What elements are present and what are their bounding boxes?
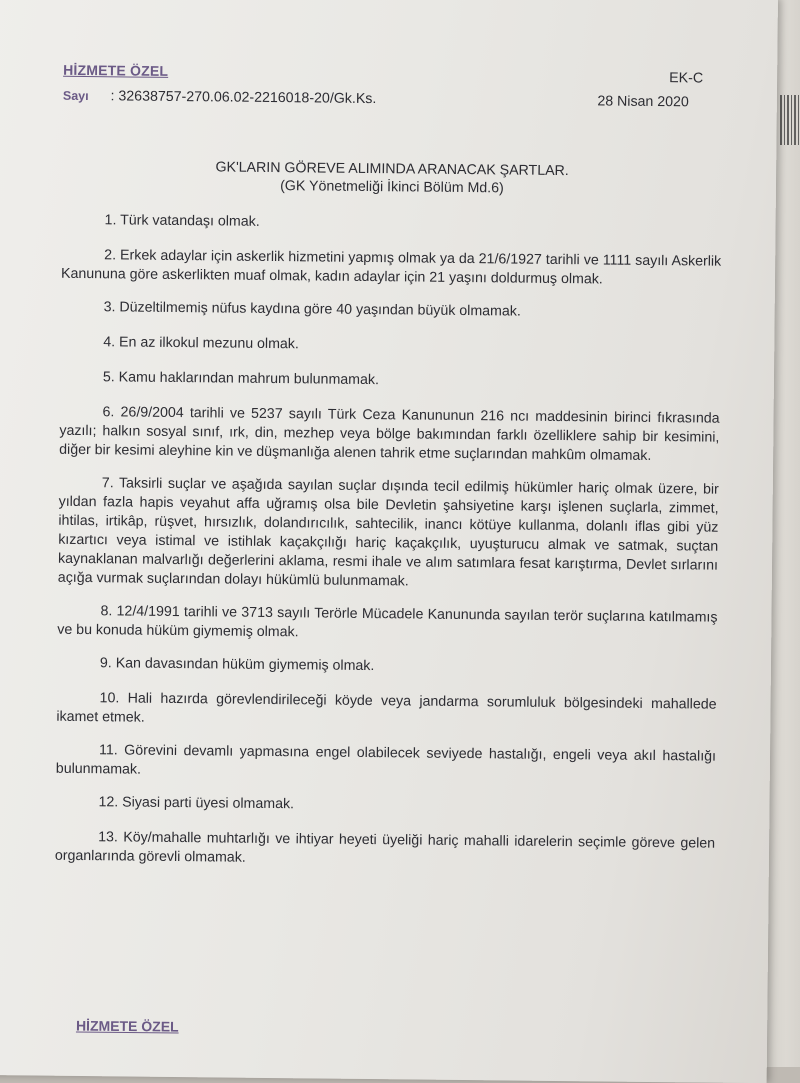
requirement-item: 2. Erkek adaylar için askerlik hizmetini yapmış olmak ya da 21/6/1927 tarihli ve 1111 sayılı Askerlik Kanununa göre askerlikten muaf olmak, kadın adaylar için 21 yaşını doldurmuş olmak. xyxy=(60,247,722,288)
classification-footer: HİZMETE ÖZEL xyxy=(75,1017,179,1035)
requirement-item: 11. Görevini devamlı yapmasına engel olabilecek seviyede hastalığı, engeli veya akıl hastalığı bulunmamak. xyxy=(55,742,717,778)
document-content xyxy=(55,61,724,887)
requirement-item: 12. Siyasi parti üyesi olmamak. xyxy=(98,794,295,813)
reference-row xyxy=(63,87,723,118)
title-line-1: GK'LARIN GÖREVE ALIMINDA ARANACAK ŞARTLAR. xyxy=(215,159,569,180)
annex-label: EK-C xyxy=(669,70,704,87)
requirement-item: 5. Kamu haklarından mahrum bulunmamak. xyxy=(102,369,380,389)
requirement-item: 10. Hali hazırda görevlendirileceği köyde veya jandarma sorumluluk bölgesindeki mahallede ikamet etmek. xyxy=(56,690,717,726)
sayi-label: Sayı xyxy=(62,88,89,104)
title-line-2: (GK Yönetmeliği İkinci Bölüm Md.6) xyxy=(280,178,504,197)
requirement-item: 8. 12/4/1991 tarihli ve 3713 sayılı Terörle Mücadele Kanununda sayılan terör suçlarına katılmamış ve bu konuda hüküm giymemiş olmak. xyxy=(57,603,718,641)
requirement-item: 1. Türk vatandaşı olmak. xyxy=(104,212,260,230)
sayi-value: : 32638757-270.06.02-2216018-20/Gk.Ks. xyxy=(110,88,377,108)
document-date: 28 Nisan 2020 xyxy=(597,93,689,111)
document-title xyxy=(62,157,722,200)
requirement-item: 3. Düzeltilmemiş nüfus kaydına göre 40 yaşından büyük olmamak. xyxy=(103,299,521,320)
requirement-item: 6. 26/9/2004 tarihli ve 5237 sayılı Türk Ceza Kanununun 216 ncı maddesinin birinci fıkrasında yazılı; halkın sosyal sınıf, ırk, din, mezhep veya bölge bakımından farklı özelliklere sahip bir kesimini, diğer bir kesimi aleyhine kin ve düşmanlığa alenen tahrik etme suçlarından mahkûm olmamak. xyxy=(59,404,720,464)
requirement-item: 13. Köy/mahalle muhtarlığı ve ihtiyar heyeti üyeliği hariç mahalli idarelerin seçimle göreve gelen organlarında görevli olmamak. xyxy=(54,829,716,866)
requirement-item: 7. Taksirli suçlar ve aşağıda sayılan suçlar dışında tecil edilmiş hükümler hariç olmak üzere, bir yıldan fazla hapis veyahut affa uğramış olsa bile Devletin şahsiyetine karşı işlenen suçlarla, zimmet, ihtilas, irtikâp, rüşvet, hırsızlık, dolandırıcılık, sahtecilik, inancı kötüye kullanma, dolanlı iflas gibi yüz kızartıcı veya istimal ve istihlak kaçakçılığı hariç kaçakçılık, uyuşturucu almak ve satmak, suçtan kaynaklanan malvarlığı değerlerini aklama, resmi ihale ve alım satımlara fesat karıştırma, Devlet sırlarını açığa vurmak suçlarından dolayı hükümlü bulunmamak. xyxy=(57,475,719,590)
requirement-item: 9. Kan davasından hüküm giymemiş olmak. xyxy=(99,655,375,675)
requirements-list xyxy=(55,211,722,873)
barcode-fragment xyxy=(780,95,800,145)
classification-header: HİZMETE ÖZEL xyxy=(63,61,169,79)
requirement-item: 4. En az ilkokul mezunu olmak. xyxy=(103,334,299,353)
